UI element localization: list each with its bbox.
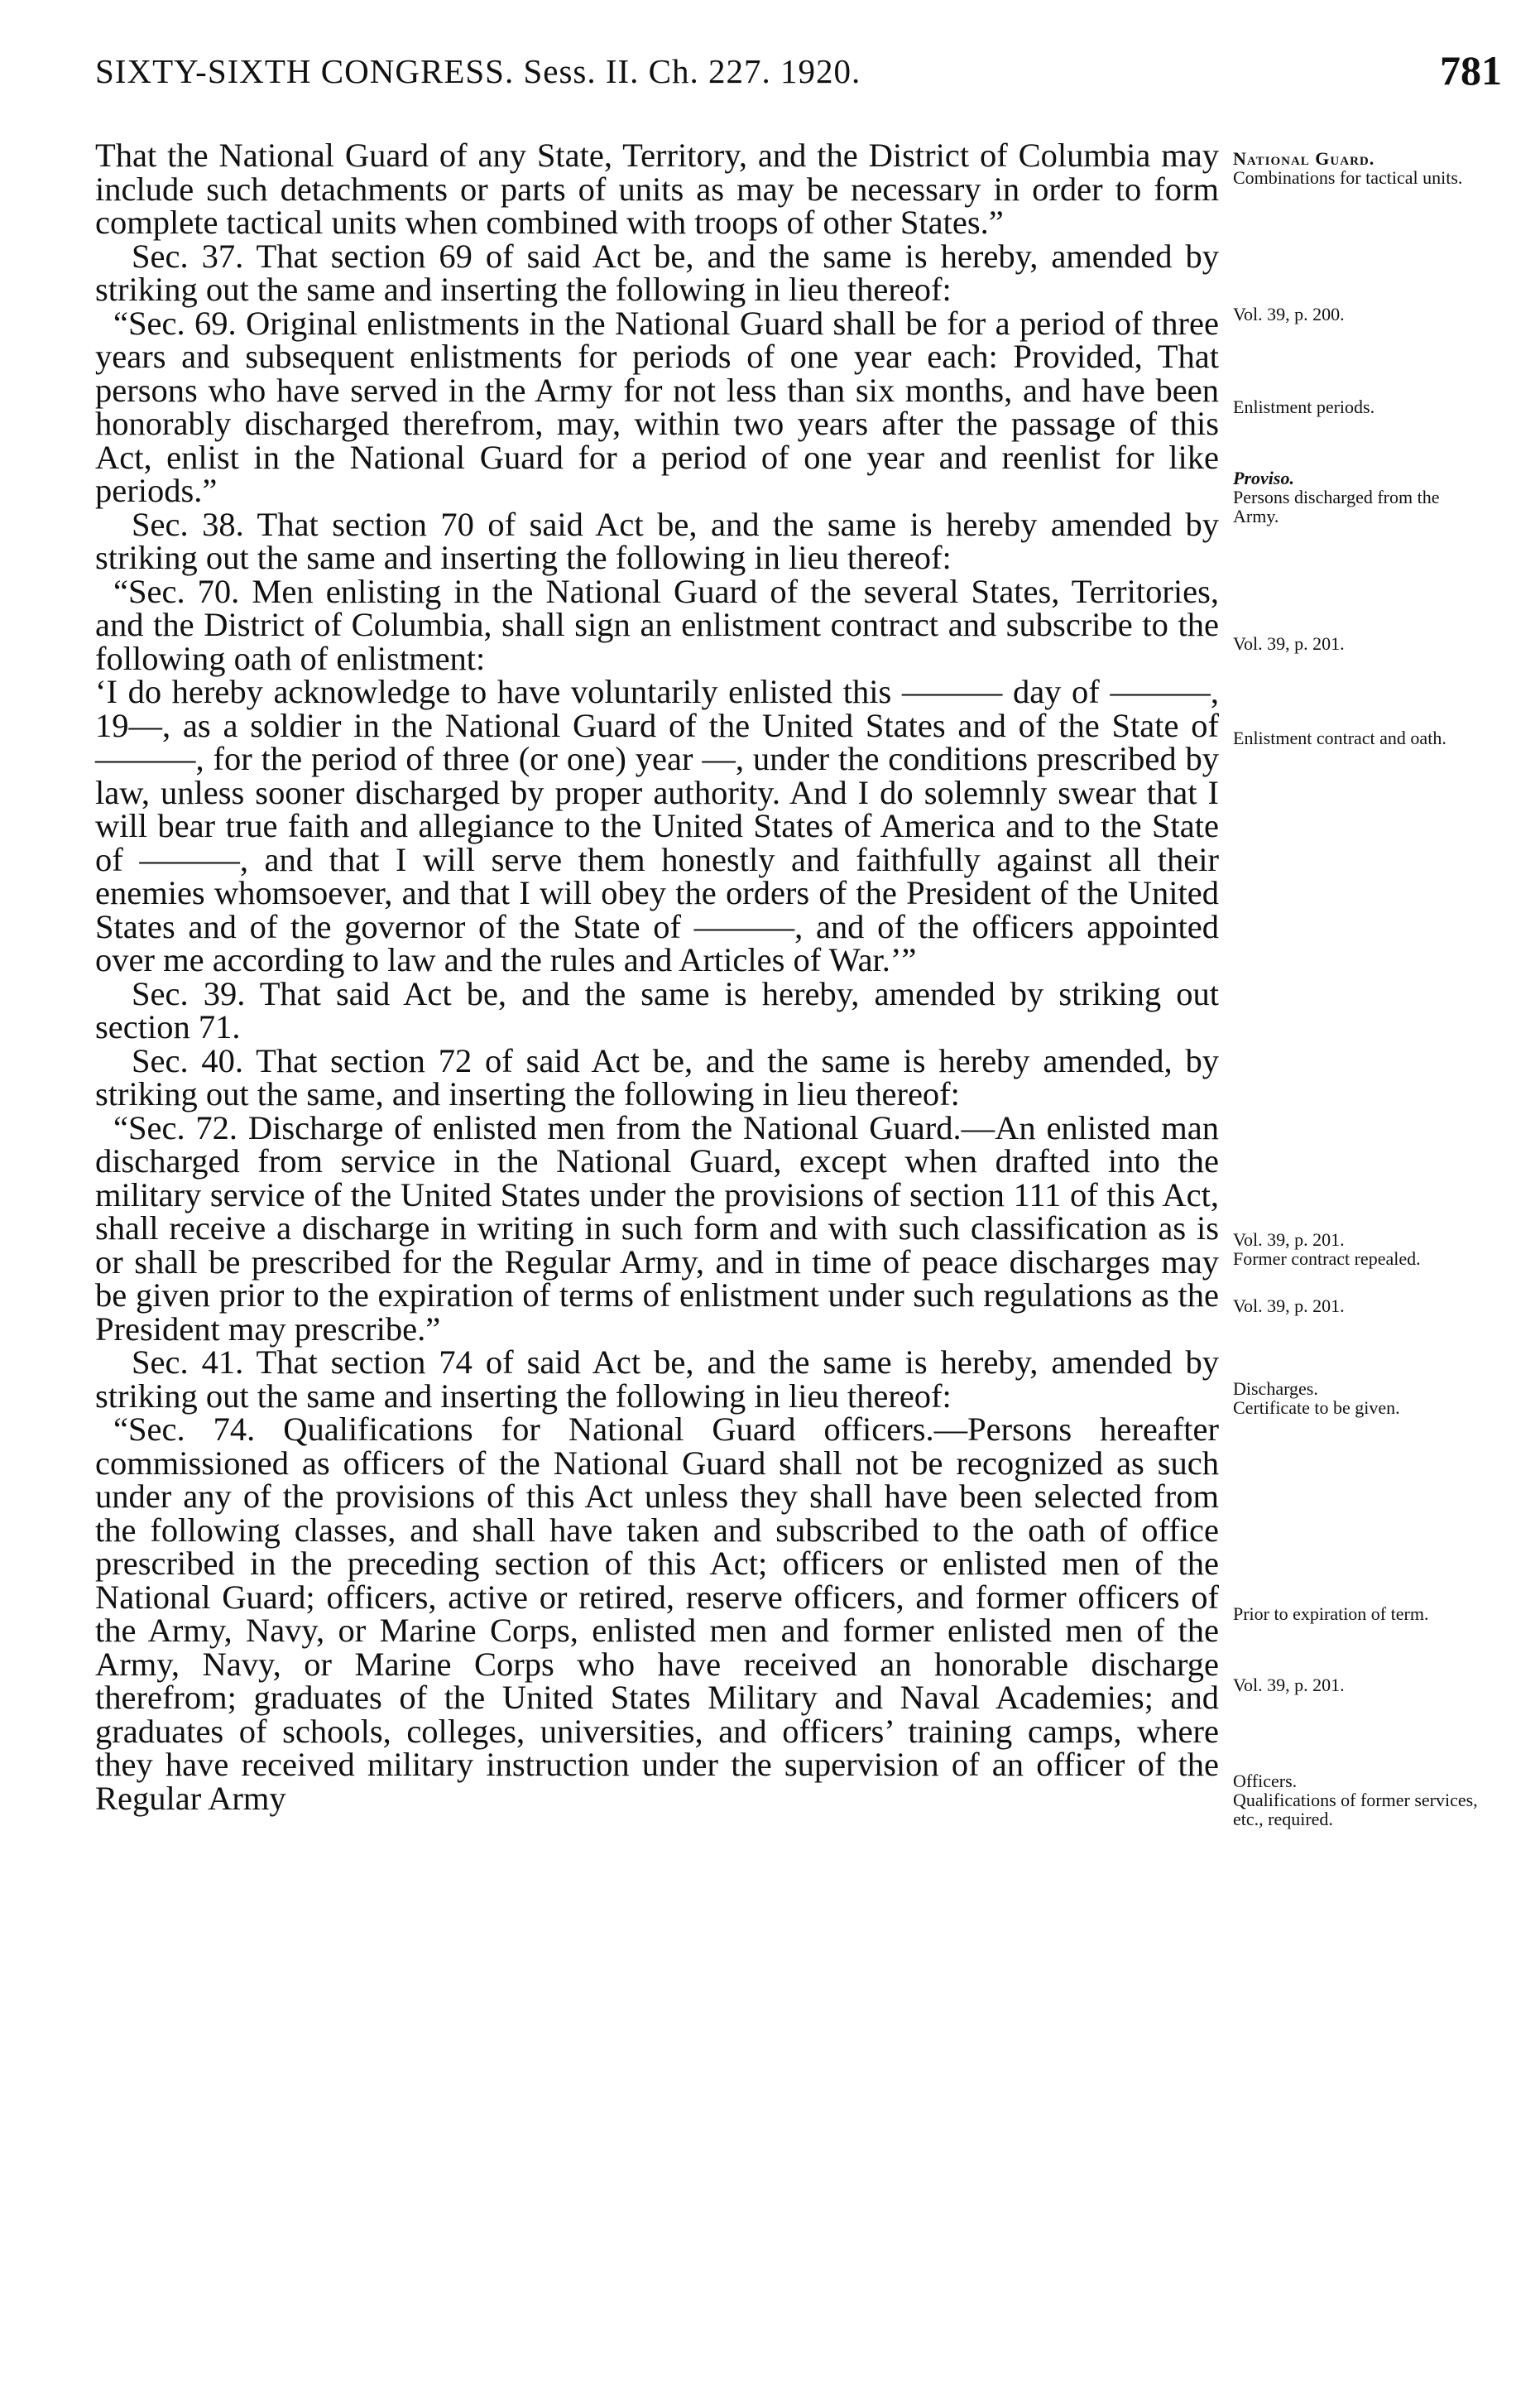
margin-note-body: Combinations for tactical units.: [1233, 167, 1463, 189]
paragraph-sec-70: “Sec. 70. Men enlisting in the National Guard of the several States, Territories, and the District of Columbia, shall sign an enlistment contract and subscribe to the following oath of enlistment:: [95, 572, 1219, 677]
margin-note-head: Enlistment periods.: [1233, 396, 1375, 417]
paragraph-sec-38: Sec. 38. That section 70 of said Act be, and the same is hereby amended by striking out the same and inserting the following in lieu thereof:: [95, 505, 1219, 576]
margin-note-head: Discharges.: [1233, 1378, 1318, 1399]
margin-note: [1233, 1604, 1481, 1623]
body-text: [95, 139, 1219, 1815]
margin-note-body: Qualifications of former services, etc., required.: [1233, 1790, 1478, 1830]
margin-note-head: Enlistment contract and oath.: [1233, 728, 1446, 748]
paragraph-sec-37: Sec. 37. That section 69 of said Act be, and the same is hereby, amended by striking out the same and inserting the following in lieu thereof:: [95, 237, 1219, 308]
margin-note-head: Vol. 39, p. 201.: [1233, 1229, 1345, 1250]
margin-note: [1233, 397, 1481, 416]
margin-note: [1233, 149, 1481, 187]
margin-note: [1233, 728, 1481, 747]
paragraph-sec-69: “Sec. 69. Original enlistments in the National Guard shall be for a period of three years and subsequent enlistments for periods of one year each: Provided, That persons who have served in the Army for not less than six months, and have been honorably discharged therefrom, may, within two years after the passage of this Act, enlist in the National Guard for a period of one year and reenlist for like periods.”: [95, 304, 1219, 509]
paragraph-sec-41: Sec. 41. That section 74 of said Act be, and the same is hereby, amended by striking out the same and inserting the following in lieu thereof:: [95, 1343, 1219, 1415]
margin-note-body: Persons discharged from the Army.: [1233, 487, 1440, 527]
margin-note: [1233, 1230, 1481, 1268]
margin-note: [1233, 1296, 1481, 1315]
margin-note-head: Vol. 39, p. 201.: [1233, 1295, 1345, 1316]
margin-note-head: Officers.: [1233, 1771, 1298, 1791]
margin-note-head: Vol. 39, p. 201.: [1233, 633, 1345, 654]
margin-note-head: Proviso.: [1233, 468, 1294, 488]
paragraph-national-guard-units: That the National Guard of any State, Territory, and the District of Columbia may include such detachments or parts of units as may be necessary in order to form complete tactical units when combined with troops of other States.”: [95, 137, 1219, 241]
paragraph-sec-72: “Sec. 72. Discharge of enlisted men from the National Guard.—An enlisted man discharged from service in the National Guard, except when drafted into the military service of the United States under the provisions of section 111 of this Act, shall receive a discharge in writing in such form and with such classification as is or shall be prescribed for the Regular Army, and in time of peace discharges may be given prior to the expiration of terms of enlistment under such regulations as the President may prescribe.”: [95, 1108, 1219, 1348]
paragraph-sec-39: Sec. 39. That said Act be, and the same is hereby, amended by striking out section 71.: [95, 974, 1219, 1045]
margin-note: [1233, 469, 1481, 526]
margin-note-body: Certificate to be given.: [1233, 1397, 1400, 1419]
margin-note: [1233, 305, 1481, 324]
margin-note-body: Former contract repealed.: [1233, 1248, 1421, 1270]
margin-notes: [1233, 139, 1481, 2126]
paragraph-oath: ‘I do hereby acknowledge to have voluntarily enlisted this ——— day of ———, 19—, as a soldier in the National Guard of the United States and of the State of ———, for the period of three (or one) year —, under the conditions prescribed by law, unless sooner discharged by proper authority. And I do solemnly swear that I will bear true faith and allegiance to the United States of America and to the State of ———, and that I will serve them honestly and faithfully against all their enemies whomsoever, and that I will obey the orders of the President of the United States and of the governor of the State of ———, and of the officers appointed over me according to law and the rules and Articles of War.’”: [95, 673, 1219, 978]
paragraph-sec-74: “Sec. 74. Qualifications for National Guard officers.—Persons hereafter commissioned as officers of the National Guard shall not be recognized as such under any of the provisions of this Act unless they shall have been selected from the following classes, and shall have taken and subscribed to the oath of office prescribed in the preceding section of this Act; officers or enlisted men of the National Guard; officers, active or retired, reserve officers, and former officers of the Army, Navy, or Marine Corps, enlisted men and former enlisted men of the Army, Navy, or Marine Corps who have received an honorable discharge therefrom; graduates of the United States Military and Naval Academies; and graduates of schools, colleges, universities, and officers’ training camps, where they have received military instruction under the supervision of an officer of the Regular Army: [95, 1410, 1219, 1817]
page-header: [95, 47, 1502, 101]
paragraph-sec-40: Sec. 40. That section 72 of said Act be, and the same is hereby amended, by striking out the same, and inserting the following in lieu thereof:: [95, 1041, 1219, 1112]
margin-note-head: National Guard.: [1233, 148, 1375, 169]
margin-note: [1233, 1771, 1481, 1829]
margin-note-head: Vol. 39, p. 200.: [1233, 304, 1345, 324]
margin-note: [1233, 634, 1481, 653]
running-head: SIXTY-SIXTH CONGRESS. Sess. II. Ch. 227. 1920.: [95, 52, 861, 90]
margin-note-head: Vol. 39, p. 201.: [1233, 1675, 1345, 1695]
page-number: 781: [1440, 47, 1502, 94]
margin-note: [1233, 1675, 1481, 1694]
margin-note-head: Prior to expiration of term.: [1233, 1603, 1429, 1624]
margin-note: [1233, 1379, 1481, 1417]
